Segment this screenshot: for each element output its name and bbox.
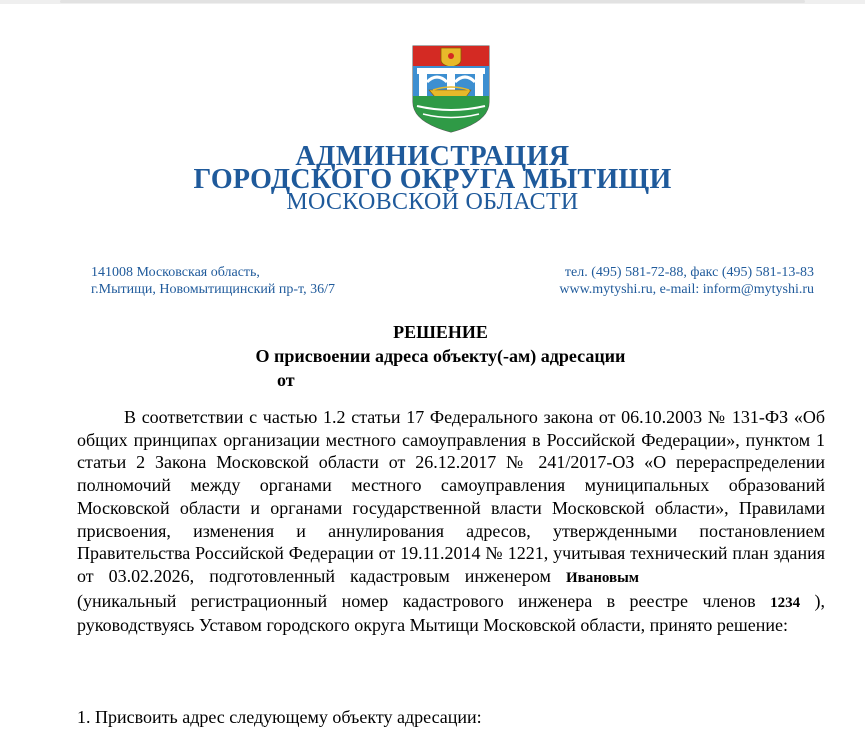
postal-address (91, 264, 335, 298)
preamble-text-b: (уникальный регистрационный номер кадастрового инженера в реестре членов (77, 590, 756, 611)
org-name-line-3: МОСКОВСКОЙ ОБЛАСТИ (286, 189, 579, 215)
address-line-1: 141008 Московская область, (91, 265, 260, 280)
document-date-line: от (277, 370, 295, 390)
phone-fax-line: тел. (495) 581-72-88, факс (495) 581-13-83 (564, 265, 814, 280)
document-body (77, 406, 826, 727)
preamble-text-a: В соответствии с частью 1.2 статьи 17 Федерального закона от 06.10.2003 № 131-ФЗ «Об общих принципах организации местного самоуправления в Российской Федерации», пунктом 1 статьи 2 Закона Московской области от 26.12.2017 № 241/2017-ОЗ «О перераспределении полномочий между органами местного самоуправления муниципальных образований Московской области и органами государственной власти Московской области», Правилами присвоения, изменения и аннулирования адресов, утвержденными постановлением Правительства Российской Федерации от 19.11.2014 № 1221, учитывая технический план здания от 03.02.2026, подготовленный кадастровым инженером (77, 407, 825, 586)
paragraph-item-1: 1. Присвоить адрес следующему объекту адресации: (77, 707, 482, 727)
page-top-edge (0, 0, 865, 4)
document-subtitle: О присвоении адреса объекту(-ам) адресации (255, 346, 626, 366)
address-line-2: г.Мытищи, Новомытищинский пр-т, 36/7 (91, 282, 336, 297)
engineer-name: Ивановым (565, 569, 640, 586)
org-name-line-2: ГОРОДСКОГО ОКРУГА МЫТИЩИ (193, 164, 672, 195)
paragraph-preamble (77, 406, 825, 637)
preamble-text-c: ), руководствуясь Уставом городского округа Мытищи Московской области, принято решение: (77, 590, 826, 636)
org-name-line-1: АДМИНИСТРАЦИЯ (295, 141, 570, 172)
web-email-line[interactable]: www.mytyshi.ru, e-mail: inform@mytyshi.ru (559, 282, 814, 297)
contact-info (559, 264, 814, 298)
coat-of-arms-icon (411, 44, 491, 134)
document-title: РЕШЕНИЕ (393, 322, 488, 342)
registry-number: 1234 (770, 594, 801, 611)
